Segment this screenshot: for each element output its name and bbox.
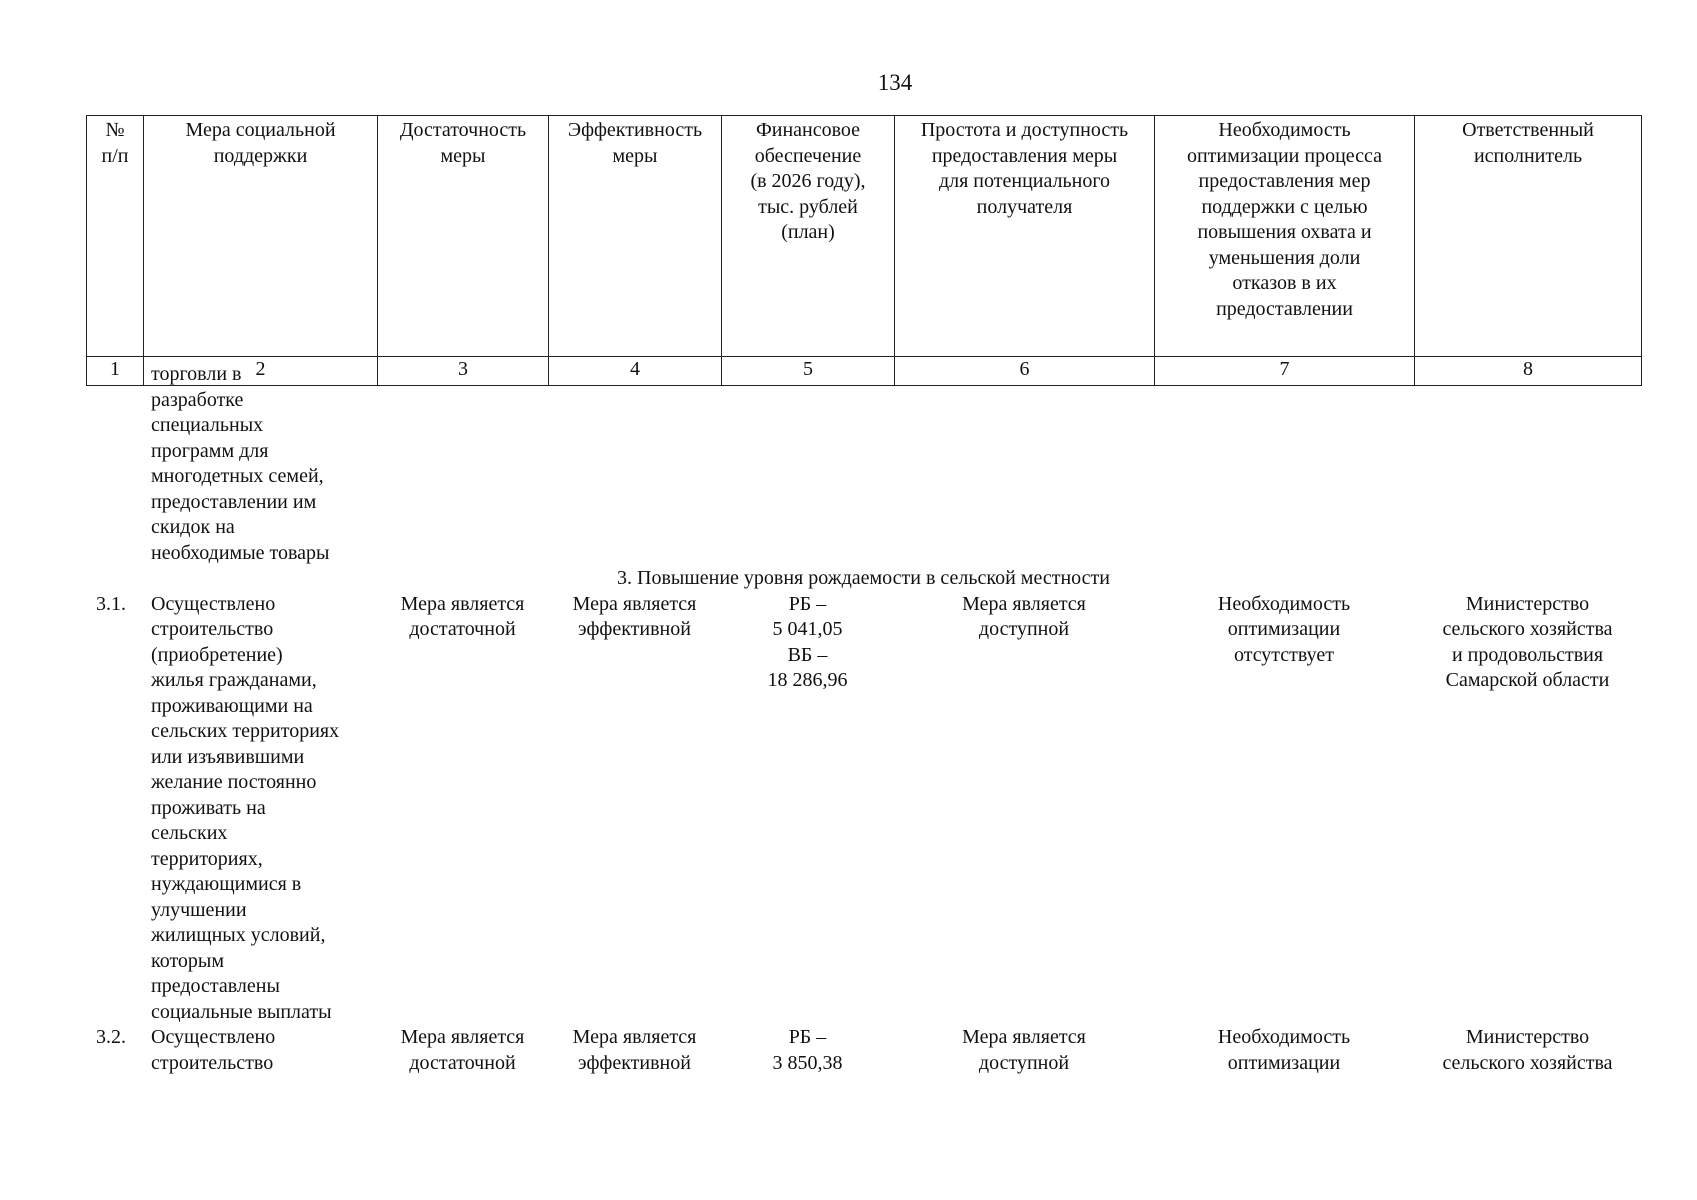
header-row xyxy=(87,116,1642,357)
column-header-executor: Ответственный исполнитель xyxy=(1415,116,1642,357)
row-number: 3.2. xyxy=(96,1026,126,1048)
column-index: 4 xyxy=(549,357,722,386)
measure-cell-continued: торговли в разработке специальных программ для многодетных семей, предоставлении им скидок на необходимые товары xyxy=(151,363,330,564)
table-header xyxy=(86,115,1642,386)
column-index: 2 xyxy=(144,357,378,386)
optimization-cell: Необходимость оптимизации отсутствует xyxy=(1217,592,1351,666)
column-header-number: № п/п xyxy=(87,116,144,357)
executor-cell: Министерство сельского хозяйства xyxy=(1442,1026,1613,1074)
column-index: 1 xyxy=(87,357,144,386)
column-header-efficiency: Эффективность меры xyxy=(549,116,722,357)
page-number: 134 xyxy=(877,70,913,95)
column-header-finance: Финансовое обеспечение (в 2026 году), тыс. рублей (план) xyxy=(722,116,895,357)
finance-cell: РБ – 5 041,05 ВБ – 18 286,96 xyxy=(767,592,848,691)
column-index: 5 xyxy=(722,357,895,386)
measure-cell: Осуществлено строительство (приобретение) жилья гражданами, проживающими на сельских территориях или изъявившими желание постоянно проживать на сельских территориях, нуждающимися в улучшении жилищных условий, которым предоставлены социальные выплаты xyxy=(151,592,340,1023)
column-index: 6 xyxy=(895,357,1155,386)
sufficiency-cell: Мера является достаточной xyxy=(400,592,525,640)
measure-cell: Осуществлено строительство xyxy=(151,1026,276,1074)
table-body xyxy=(86,362,1641,1076)
optimization-cell: Необходимость оптимизации xyxy=(1217,1026,1351,1074)
accessibility-cell: Мера является доступной xyxy=(962,1026,1086,1074)
table-row xyxy=(86,592,1641,1026)
column-index: 8 xyxy=(1415,357,1642,386)
row-number: 3.1. xyxy=(96,592,126,615)
column-header-measure: Мера социальной поддержки xyxy=(144,116,378,357)
column-index: 3 xyxy=(378,357,549,386)
column-header-accessibility: Простота и доступность предоставления меры для потенциального получателя xyxy=(895,116,1155,357)
column-index: 7 xyxy=(1155,357,1415,386)
column-header-sufficiency: Достаточность меры xyxy=(378,116,549,357)
section-title: 3. Повышение уровня рождаемости в сельской местности xyxy=(617,567,1110,589)
efficiency-cell: Мера является эффективной xyxy=(572,592,697,640)
executor-cell: Министерство сельского хозяйства и продовольствия Самарской области xyxy=(1442,592,1613,691)
sufficiency-cell: Мера является достаточной xyxy=(400,1026,525,1074)
finance-cell: РБ – 3 850,38 xyxy=(772,1026,843,1074)
accessibility-cell: Мера является доступной xyxy=(962,592,1086,640)
efficiency-cell: Мера является эффективной xyxy=(572,1026,697,1074)
column-header-optimization: Необходимость оптимизации процесса предоставления мер поддержки с целью повышения охвата и уменьшения доли отказов в их предоставлении xyxy=(1155,116,1415,357)
table-row xyxy=(86,1025,1641,1076)
section-heading-row xyxy=(86,566,1641,592)
continuation-row xyxy=(86,362,1641,566)
